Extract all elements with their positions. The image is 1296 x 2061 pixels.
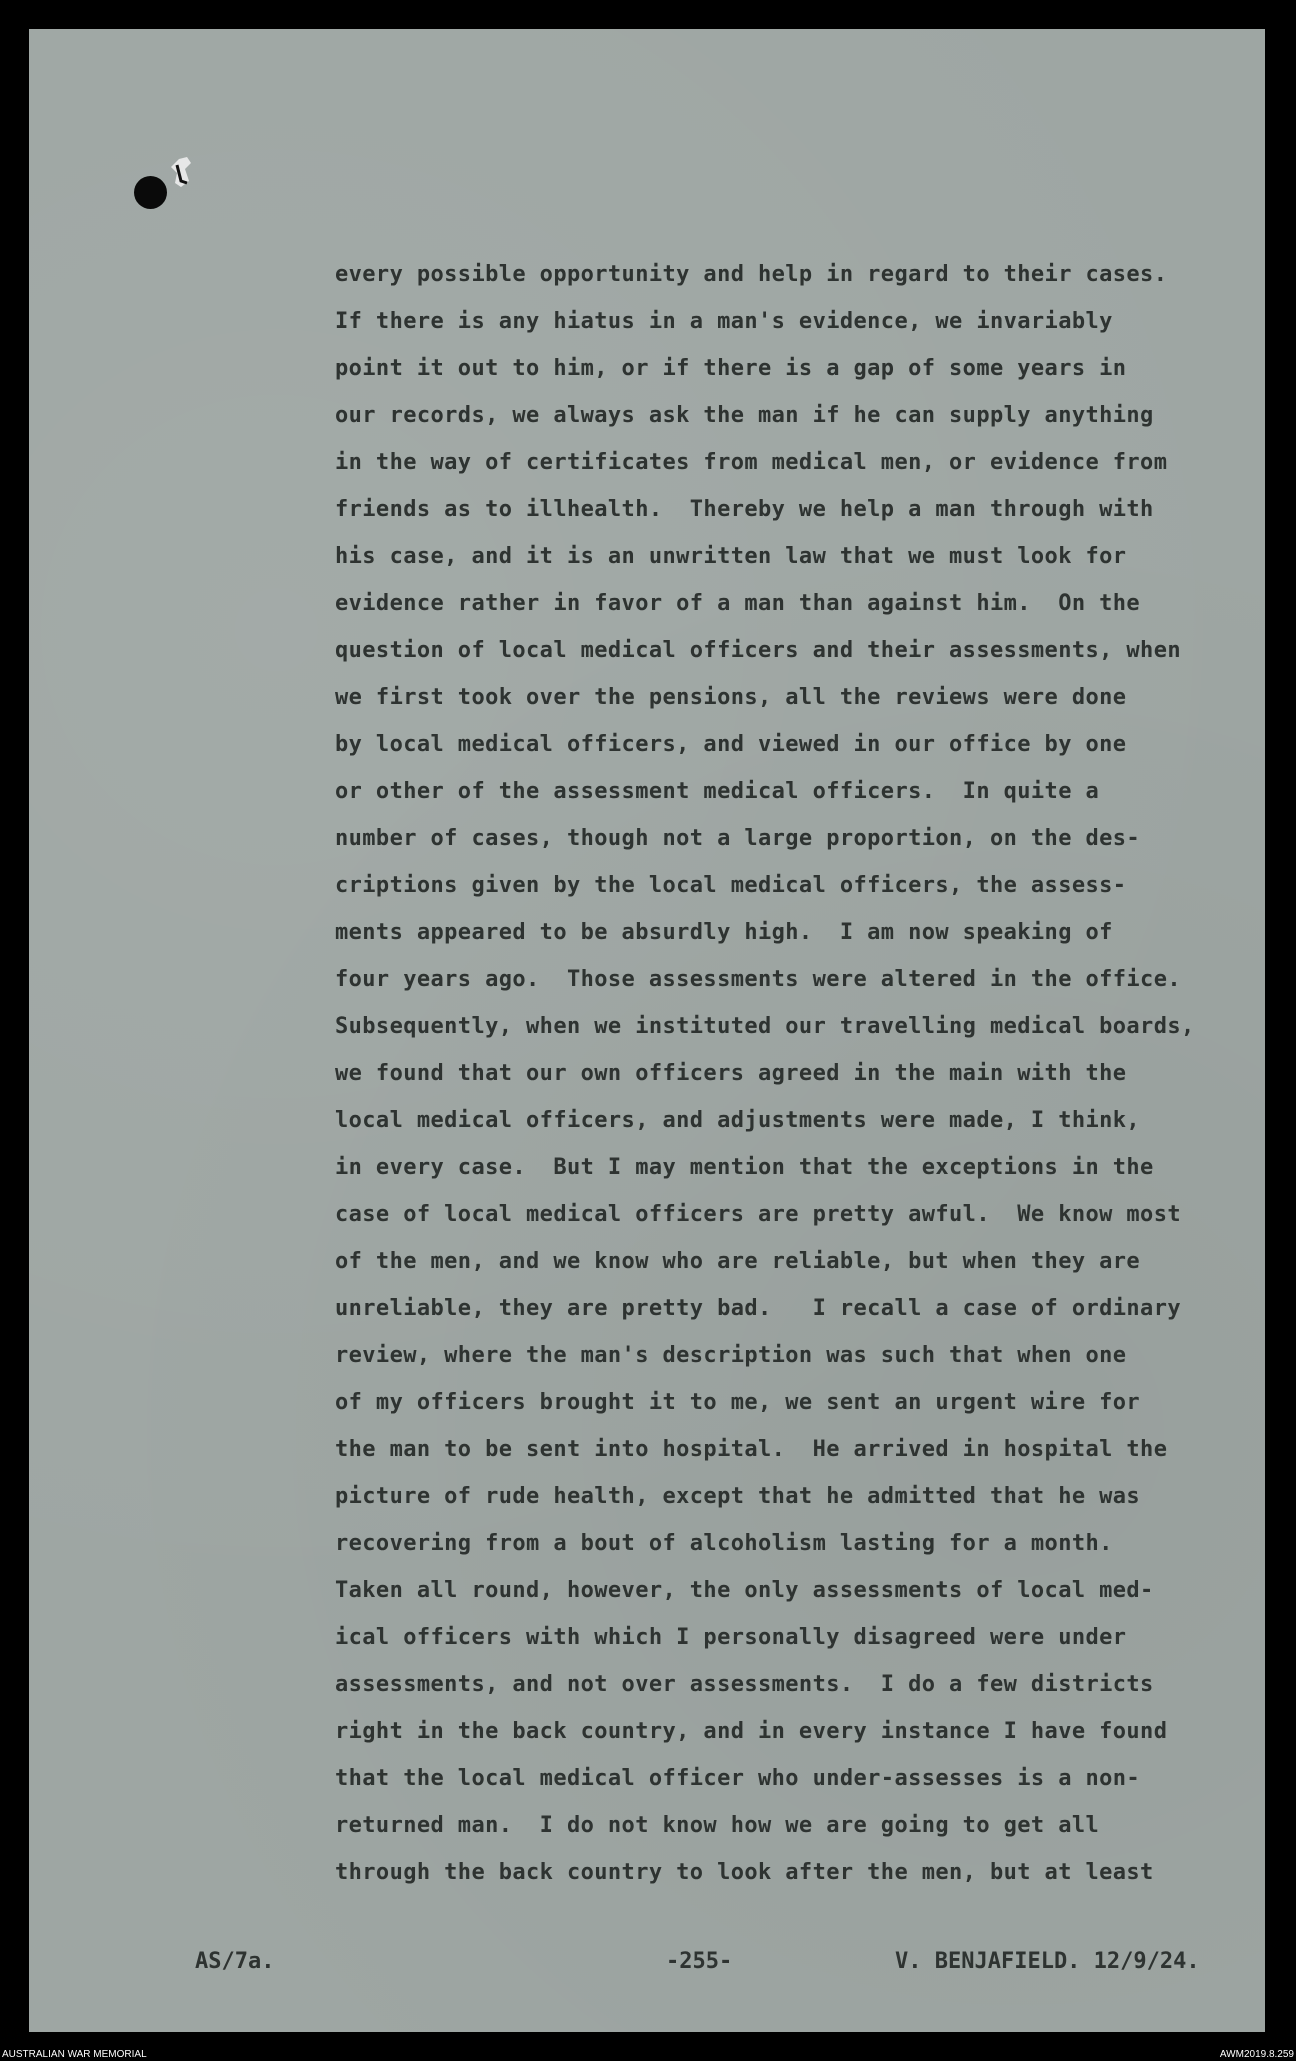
punch-hole xyxy=(134,176,167,209)
text-line: case of local medical officers are pretty awful. We know most xyxy=(335,1202,1181,1227)
credit-bar xyxy=(0,2048,1296,2061)
footer-witness-and-date: V. BENJAFIELD. 12/9/24. xyxy=(895,1949,1200,1974)
text-line: ical officers with which I personally disagreed were under xyxy=(335,1625,1127,1650)
text-line: right in the back country, and in every instance I have found xyxy=(335,1719,1168,1744)
text-line: point it out to him, or if there is a gap of some years in xyxy=(335,356,1127,381)
text-line: friends as to illhealth. Thereby we help a man through with xyxy=(335,497,1154,522)
text-line: Taken all round, however, the only assessments of local med- xyxy=(335,1578,1154,1603)
text-line: we first took over the pensions, all the reviews were done xyxy=(335,685,1127,710)
text-line: unreliable, they are pretty bad. I recall a case of ordinary xyxy=(335,1296,1181,1321)
text-line: question of local medical officers and their assessments, when xyxy=(335,638,1181,663)
text-line: assessments, and not over assessments. I do a few districts xyxy=(335,1672,1154,1697)
document-page xyxy=(29,29,1265,2032)
text-line: review, where the man's description was such that when one xyxy=(335,1343,1127,1368)
text-line: we found that our own officers agreed in the main with the xyxy=(335,1061,1127,1086)
text-line: local medical officers, and adjustments were made, I think, xyxy=(335,1108,1141,1133)
text-line: evidence rather in favor of a man than against him. On the xyxy=(335,591,1141,616)
text-line: or other of the assessment medical officers. In quite a xyxy=(335,779,1100,804)
text-line: that the local medical officer who under-assesses is a non- xyxy=(335,1766,1141,1791)
text-line: every possible opportunity and help in regard to their cases. xyxy=(335,262,1168,287)
archive-reference: AWM2019.8.259 xyxy=(1219,2049,1294,2060)
text-line: of my officers brought it to me, we sent an urgent wire for xyxy=(335,1390,1141,1415)
text-line: returned man. I do not know how we are going to get all xyxy=(335,1813,1100,1838)
text-line: Subsequently, when we instituted our travelling medical boards, xyxy=(335,1014,1195,1039)
text-line: through the back country to look after the men, but at least xyxy=(335,1860,1154,1885)
text-line: number of cases, though not a large proportion, on the des- xyxy=(335,826,1141,851)
text-line: in the way of certificates from medical men, or evidence from xyxy=(335,450,1168,475)
archive-credit: AUSTRALIAN WAR MEMORIAL xyxy=(2,2049,147,2060)
typed-body-text xyxy=(335,251,1295,1896)
text-line: ments appeared to be absurdly high. I am now speaking of xyxy=(335,920,1113,945)
text-line: by local medical officers, and viewed in our office by one xyxy=(335,732,1127,757)
text-line: four years ago. Those assessments were altered in the office. xyxy=(335,967,1181,992)
text-line: picture of rude health, except that he admitted that he was xyxy=(335,1484,1141,1509)
text-line: If there is any hiatus in a man's evidence, we invariably xyxy=(335,309,1113,334)
text-line: in every case. But I may mention that the exceptions in the xyxy=(335,1155,1154,1180)
text-line: of the men, and we know who are reliable, but when they are xyxy=(335,1249,1141,1274)
text-line: criptions given by the local medical officers, the assess- xyxy=(335,873,1127,898)
text-line: his case, and it is an unwritten law that we must look for xyxy=(335,544,1127,569)
text-line: the man to be sent into hospital. He arrived in hospital the xyxy=(335,1437,1168,1462)
punch-fragment-mark xyxy=(167,153,195,193)
footer-reference-code: AS/7a. xyxy=(195,1949,275,1974)
text-line: recovering from a bout of alcoholism lasting for a month. xyxy=(335,1531,1113,1556)
footer-page-number: -255- xyxy=(666,1949,733,1974)
text-line: our records, we always ask the man if he can supply anything xyxy=(335,403,1154,428)
